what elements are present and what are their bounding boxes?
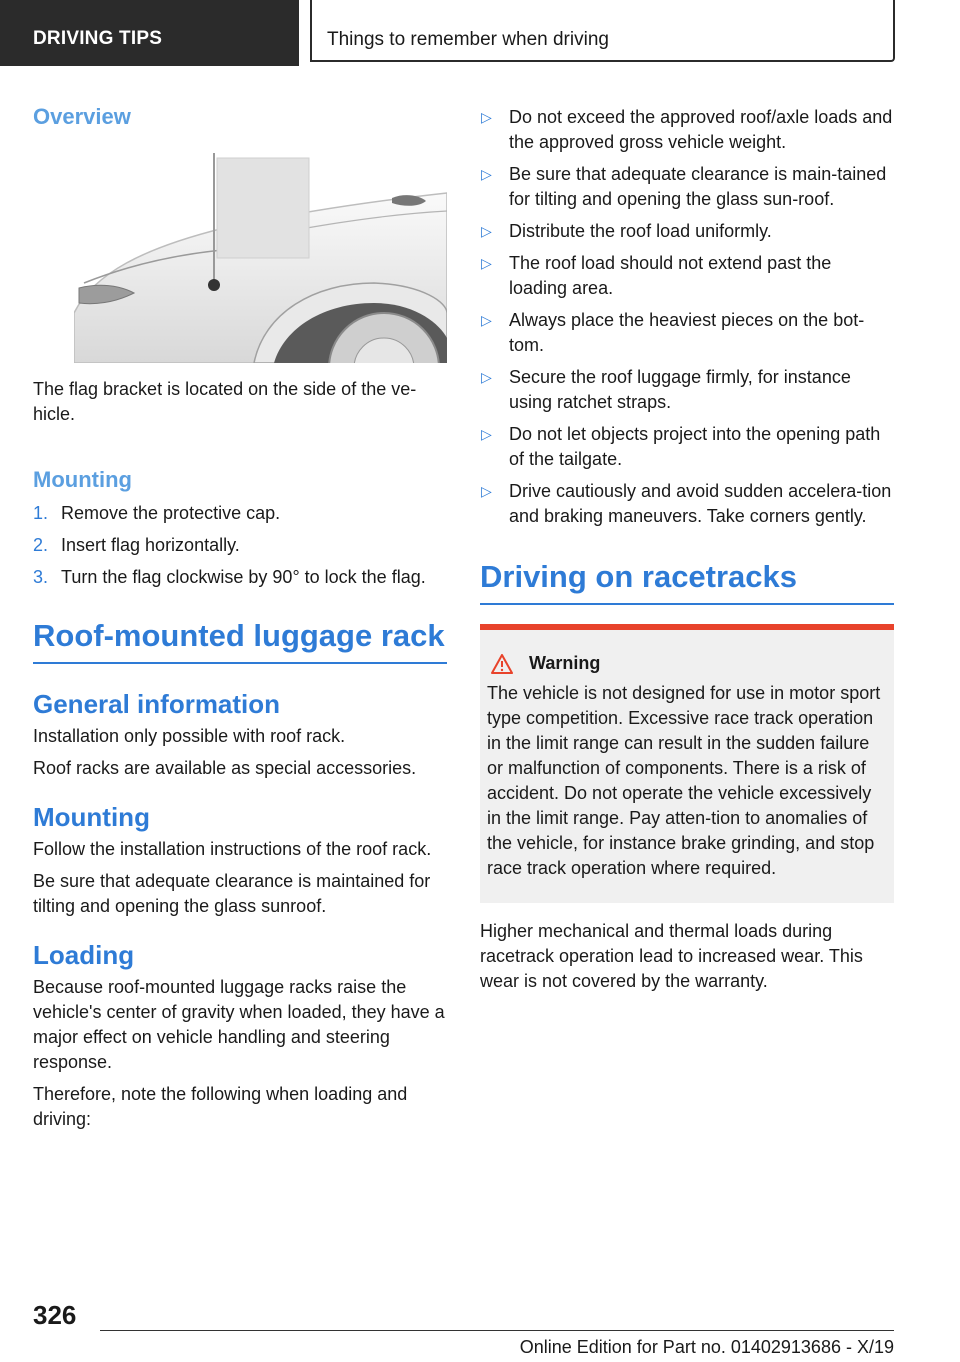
page-number: 326 <box>33 1300 77 1330</box>
general-info-text-1: Installation only possible with roof rack. <box>33 726 346 746</box>
loading-tips-list <box>480 105 894 529</box>
roof-mounting-text-2: Be sure that adequate clearance is maintained for tilting and opening the glass sunroof. <box>33 871 431 916</box>
overview-heading: Overview <box>33 104 131 129</box>
edition-note: Online Edition for Part no. 01402913686 - X/19 <box>519 1337 894 1357</box>
list-item: ▷ The roof load should not extend past the loading area. <box>481 253 832 298</box>
page-header <box>0 0 960 66</box>
loading-heading: Loading <box>33 940 135 970</box>
warning-box <box>480 624 894 903</box>
list-item: ▷ Always place the heaviest pieces on the bot‐tom. <box>481 310 865 355</box>
list-item: ▷ Do not exceed the approved roof/axle loads and the approved gross vehicle weight. <box>481 107 893 152</box>
bullet-triangle-icon: ▷ <box>481 166 492 182</box>
list-item: ▷ Distribute the roof load uniformly. <box>480 219 894 244</box>
general-info-heading: General information <box>33 689 281 719</box>
list-item: 2. Insert flag horizontally. <box>33 535 240 555</box>
list-item: ▷ Be sure that adequate clearance is main‐tained for tilting and opening the glass sun‐roof. <box>481 164 887 209</box>
warning-text: The vehicle is not designed for use in motor sport type competition. Excessive race track operation in the limit range can result in the sudden failure or malfunction of components. There is a risk of accident. Do not operate the vehicle excessively in the limit range. Pay atten‐tion to anomalies of the vehicle, for instance brake grinding, and stop race track operation where required. <box>487 683 881 878</box>
roof-rack-heading-block <box>33 618 447 664</box>
flag-bracket-illustration <box>74 153 447 363</box>
bullet-triangle-icon: ▷ <box>481 109 492 125</box>
loading-text-1: Because roof-mounted luggage racks raise the vehicle's center of gravity when loaded, they have a major effect on vehicle handling and steering response. <box>33 977 445 1072</box>
racetracks-text: Higher mechanical and thermal loads during racetrack operation lead to increased wear. This wear is not covered by the warranty. <box>480 921 863 991</box>
list-item: 3. Turn the flag clockwise by 90° to lock the flag. <box>33 567 426 587</box>
bullet-triangle-icon: ▷ <box>481 426 492 442</box>
right-column <box>480 100 894 994</box>
footer-divider <box>100 1330 894 1331</box>
bullet-triangle-icon: ▷ <box>481 369 492 385</box>
section-tab: DRIVING TIPS <box>0 0 299 66</box>
bullet-triangle-icon: ▷ <box>481 255 492 271</box>
racetracks-heading-block <box>480 559 894 605</box>
list-item: ▷ Drive cautiously and avoid sudden accelera‐tion and braking maneuvers. Take corners gently. <box>481 481 892 526</box>
list-item: ▷ Secure the roof luggage firmly, for instance using ratchet straps. <box>481 367 851 412</box>
overview-caption: The flag bracket is located on the side of the ve‐hicle. <box>33 379 417 424</box>
mounting-heading: Mounting <box>33 467 132 492</box>
racetracks-heading: Driving on racetracks <box>480 559 798 594</box>
loading-text-2: Therefore, note the following when loading and driving: <box>33 1084 408 1129</box>
warning-title-row <box>487 653 886 674</box>
roof-rack-heading: Roof-mounted luggage rack <box>33 618 445 653</box>
list-item: ▷ Do not let objects project into the opening path of the tailgate. <box>481 424 881 469</box>
left-column <box>33 100 447 1132</box>
chapter-title: Things to remember when driving <box>310 0 895 62</box>
mounting-steps <box>33 501 447 590</box>
roof-mounting-text-1: Follow the installation instructions of the roof rack. <box>33 839 432 859</box>
warning-triangle-icon <box>491 654 513 674</box>
bullet-triangle-icon: ▷ <box>481 312 492 328</box>
warning-title: Warning <box>529 653 601 673</box>
bullet-triangle-icon: ▷ <box>481 483 492 499</box>
roof-mounting-heading: Mounting <box>33 802 150 832</box>
bullet-triangle-icon: ▷ <box>481 223 492 239</box>
general-info-text-2: Roof racks are available as special accessories. <box>33 758 417 778</box>
car-flag-image <box>74 153 447 363</box>
list-item: 1. Remove the protective cap. <box>33 503 281 523</box>
